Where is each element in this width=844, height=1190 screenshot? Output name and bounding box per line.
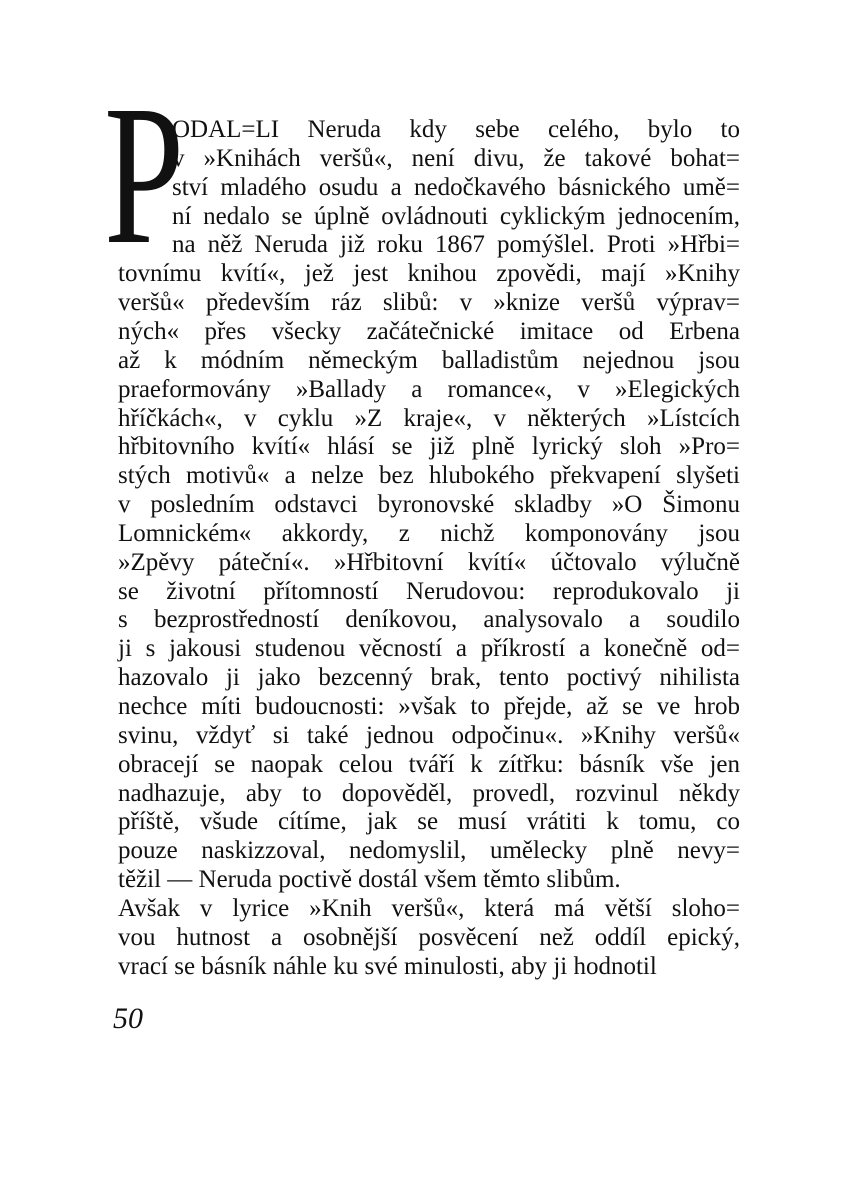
text-line: vou hutnost a osobnější posvěcení než oddíl epický, xyxy=(118,923,740,951)
drop-cap: P xyxy=(104,65,185,286)
text-line: nechce míti budoucnosti: »však to přejde, až se ve hrob xyxy=(118,693,740,720)
text-line: hříčkách«, v cyklu »Z kraje«, v některých »Lístcích xyxy=(118,404,740,432)
text-line: hazovalo ji jako bezcenný brak, tento poctivý nihilista xyxy=(118,664,740,692)
text-line: ní nedalo se úplně ovládnouti cyklickým jednocením, xyxy=(172,202,740,230)
text-line: veršů« především ráz slibů: v »knize veršů výprav= xyxy=(118,289,740,317)
text-line: Lomnickém« akkordy, z nichž komponovány jsou xyxy=(118,519,740,547)
text-line: »Zpěvy páteční«. »Hřbitovní kvítí« účtovalo výlučně xyxy=(118,548,740,576)
text-line: nadhazuje, aby to dopověděl, provedl, rozvinul někdy xyxy=(118,779,740,807)
text-line: ství mladého osudu a nedočkavého básnického umě= xyxy=(172,173,740,201)
text-line: Avšak v lyrice »Knih veršů«, která má větší sloho= xyxy=(118,894,740,922)
text-line: obracejí se naopak celou tváří k zítřku: básník vše jen xyxy=(118,750,740,778)
text-line: stých motivů« a nelze bez hlubokého překvapení slyšeti xyxy=(118,462,740,490)
text-line: hřbitovního kvítí« hlásí se již plně lyrický sloh »Pro= xyxy=(118,433,740,461)
text-line: se životní přítomností Nerudovou: reprodukovalo ji xyxy=(118,577,740,605)
text-line: až k módním německým balladistům nejednou jsou xyxy=(118,346,740,374)
text-line: praeformovány »Ballady a romance«, v »Elegických xyxy=(118,375,740,403)
text-line: v posledním odstavci byronovské skladby »O Šimonu xyxy=(118,491,740,519)
text-line: příště, všude cítíme, jak se musí vrátiti k tomu, co xyxy=(118,808,740,836)
text-line: s bezprostředností deníkovou, analysovalo a soudilo xyxy=(118,606,740,634)
text-line: těžil — Neruda poctivě dostál všem těmto slibům. xyxy=(118,866,621,894)
text-line: ji s jakousi studenou věcností a příkrostí a konečně od= xyxy=(118,635,740,663)
text-line: ných« přes všecky začátečnické imitace od Erbena xyxy=(118,317,740,345)
text-line: ODAL=LI Neruda kdy sebe celého, bylo to xyxy=(172,116,740,143)
text-line: tovnímu kvítí«, jež jest knihou zpovědi, mají »Knihy xyxy=(118,260,740,288)
page-number: 50 xyxy=(113,1002,143,1035)
text-line: pouze naskizzoval, nedomyslil, umělecky plně nevy= xyxy=(118,837,740,865)
text-line: vrací se básník náhle ku své minulosti, aby ji hodnotil xyxy=(118,952,657,980)
text-line: na něž Neruda již roku 1867 pomýšlel. Proti »Hřbi= xyxy=(172,231,740,259)
text-line: v »Knihách veršů«, není divu, že takové bohat= xyxy=(172,144,740,172)
text-line: svinu, vždyť si také jednou odpočinu«. »Knihy veršů« xyxy=(118,721,740,749)
